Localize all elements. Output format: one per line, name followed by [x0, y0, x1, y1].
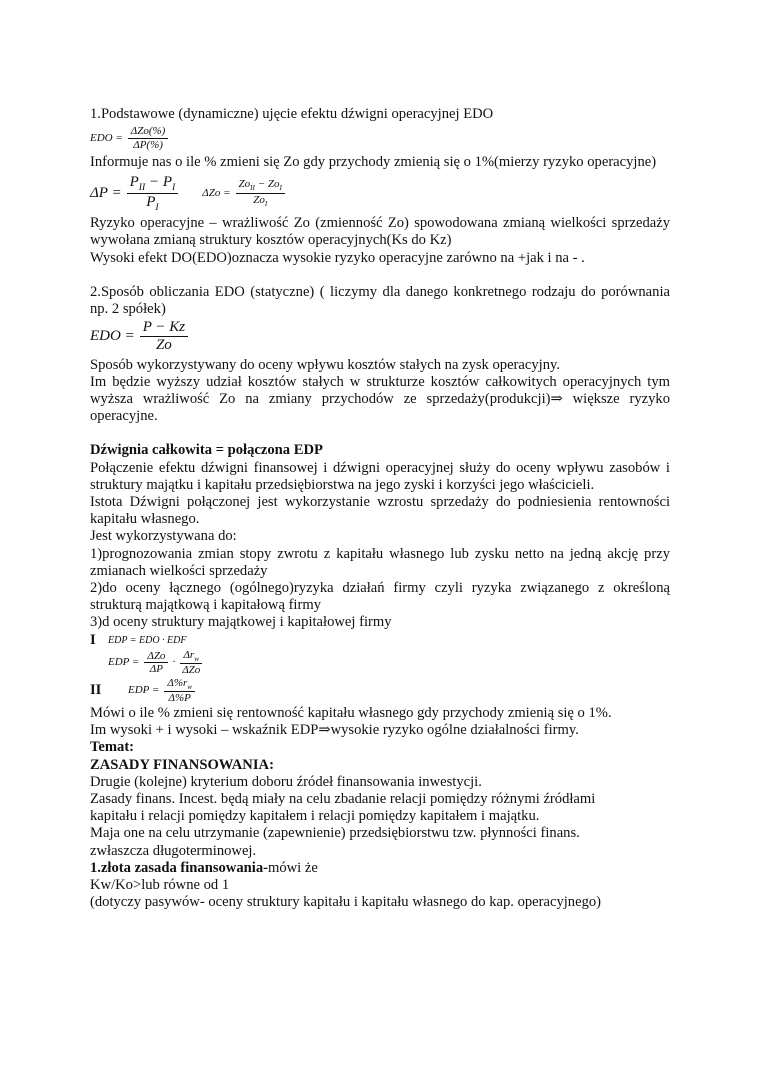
section4-para3: Maja one na celu utrzymanie (zapewnienie) przedsiębiorstwu tzw. płynności finans. zwłaszcza długoterminowej. [90, 825, 580, 859]
formula-i-row [90, 632, 670, 649]
delta-zo-formula: ΔZo = $\frac{Zo_{II} - Zo_I}{Zo_I}$ [202, 178, 287, 208]
section3-item1: 1)prognozowania zmian stopy zwrotu z kapitału własnego lub zysku netto na jedną akcję przy zmianach wielkości sprzedaży [90, 545, 670, 579]
section3-item2: 2)do oceny łącznego (ogólnego)ryzyka działań firmy czyli ryzyka związanego z określoną strukturą majątkową i kapitałową firmy [90, 580, 670, 614]
section3-item3: 3)d oceny struktury majątkowej i kapitałowej firmy [90, 614, 392, 631]
delta-formulas [90, 174, 670, 213]
golden-rule-ratio: Kw/Ko>lub równe od 1 [90, 876, 230, 893]
section4-para2: Zasady finans. Incest. będą miały na celu zbadanie relacji pomiędzy różnymi źródłami kapitału i relacji pomiędzy kapitałem i relacji pomiędzy kapitałem i majątku. [90, 790, 596, 825]
section2-para1: Sposób wykorzystywany do oceny wpływu kosztów stałych na zysk operacyjny. [90, 356, 561, 373]
temat-label: Temat: [90, 739, 135, 756]
golden-rule-rest: mówi że [267, 859, 318, 876]
section2-heading: 2.Sposób obliczania EDO (statyczne) ( liczymy dla danego konkretnego rodzaju do porównania np. 2 spółek) [90, 283, 670, 317]
roman-two: II [90, 682, 102, 699]
section3-para2: Istota Dźwigni połączonej jest wykorzystanie wzrostu sprzedaży do podniesienia rentowności kapitału własnego. [90, 494, 670, 528]
formula-denominator: ΔP(%) [133, 138, 163, 151]
roman-one: I [90, 631, 96, 648]
golden-rule [90, 860, 670, 877]
formula-lhs: EDO = [90, 131, 123, 144]
golden-rule-title: 1.złota zasada finansowania- [90, 859, 268, 876]
section3-heading: Dźwignia całkowita = połączona EDP [90, 442, 323, 459]
edo-static-formula: EDO = $\frac{P - Kz}{Zo}$ [90, 319, 670, 355]
section4-title: ZASADY FINANSOWANIA: [90, 756, 274, 773]
edp-product-formula: EDP = EDO · EDF [108, 634, 187, 646]
section1-para: Informuje nas o ile % zmieni się Zo gdy przychody zmienią się o 1%(mierzy ryzyko operacyjne) [90, 154, 657, 171]
delta-p-formula: ΔP = $\frac{P_{II} - P_I}{P_I}$ [90, 174, 180, 213]
edo-dynamic-formula [90, 125, 670, 151]
section3-para4: Mówi o ile % zmieni się rentowność kapitału własnego gdy przychody zmienią się o 1%. [90, 704, 612, 721]
section1-para3: Wysoki efekt DO(EDO)oznacza wysokie ryzyko operacyjne zarówno na +jak i na - . [90, 249, 585, 266]
edp-percent-formula: EDP = $\frac{\Delta\%r_w}{\Delta\%P}$ [128, 677, 197, 705]
edp-fraction-formula: EDP = $\frac{\text{ΔZo}}{\Delta P}$ · $\frac{\Delta r_w}{\text{ΔZo}}$ [108, 648, 201, 677]
section2-para2: Im będzie wyższy udział kosztów stałych w strukturze kosztów całkowitych operacyjnych tym wyższa wrażliwość Zo na zmiany przychodów ze sprzedaży(produkcji)⇒ większe ryzyko operacyjne. [90, 373, 670, 425]
formula-numerator: ΔZo(%) [128, 125, 169, 139]
section1-para2: Ryzyko operacyjne – wrażliwość Zo (zmienność Zo) spowodowana zmianą wielkości sprzedaży wywołana zmianą struktury kosztów operacyjnych(Ks do Kz) [90, 215, 670, 249]
golden-rule-note: (dotyczy pasywów- oceny struktury kapitału i kapitału własnego do kap. operacyjnego) [90, 894, 602, 911]
section3-para1: Połączenie efektu dźwigni finansowej i dźwigni operacyjnej służy do oceny wpływu zasobów i struktury majątku i kapitału przedsiębiorstwa na jego zyski i korzyści jego właścicieli. [90, 459, 670, 493]
section1-heading: 1.Podstawowe (dynamiczne) ujęcie efektu dźwigni operacyjnej EDO [90, 106, 494, 122]
section3-para5: Im wysoki + i wysoki – wskaźnik EDP⇒wysokie ryzyko ogólne działalności firmy. [90, 722, 579, 739]
section3-para3: Jest wykorzystywana do: [90, 528, 237, 545]
document-page [90, 106, 670, 911]
formula-ii-row [90, 677, 670, 705]
section4-para1: Drugie (kolejne) kryterium doboru źródeł finansowania inwestycji. [90, 773, 482, 790]
